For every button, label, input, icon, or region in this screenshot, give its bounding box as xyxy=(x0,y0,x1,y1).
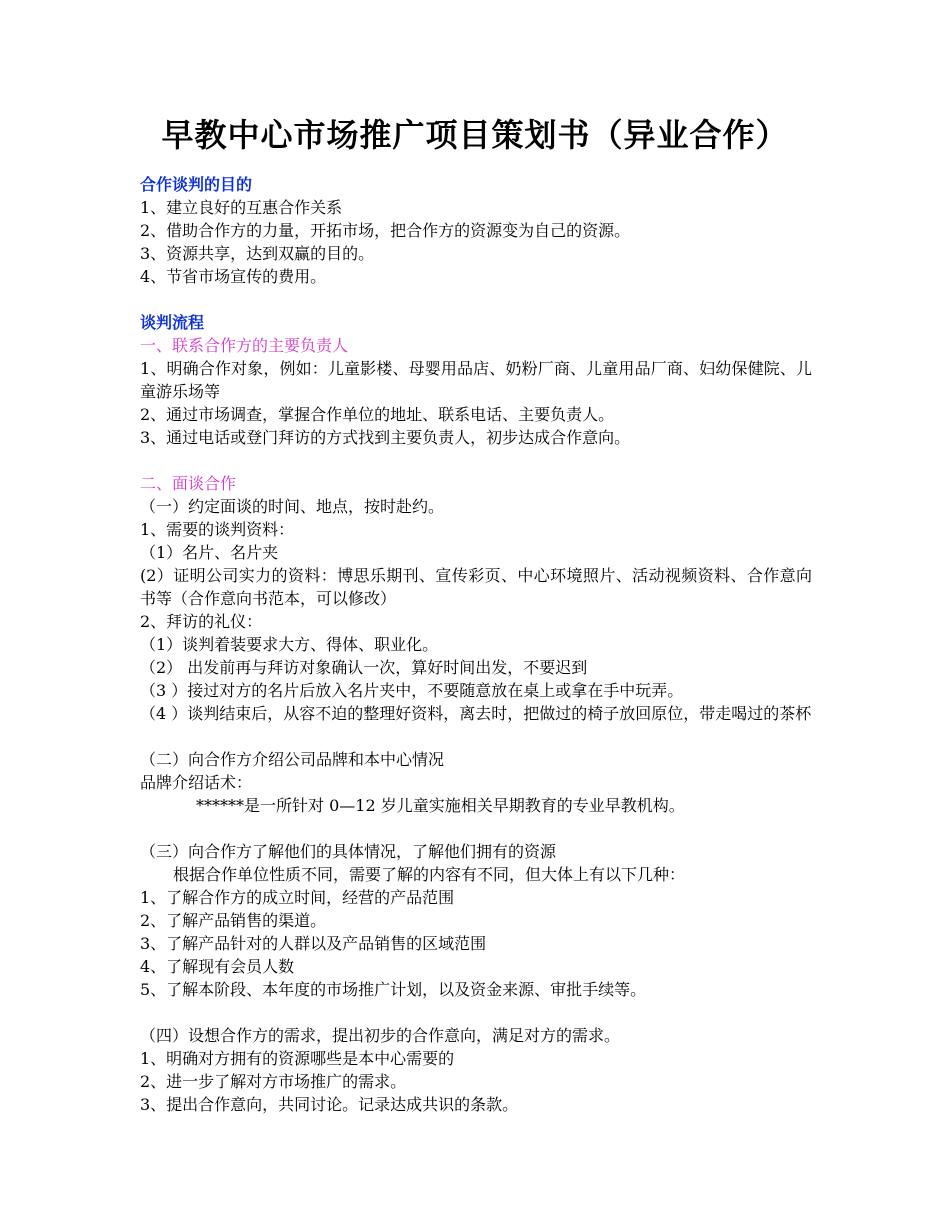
list-item: （2） 出发前再与拜访对象确认一次，算好时间出发，不要迟到 xyxy=(140,658,588,677)
part-heading: （四）设想合作方的需求，提出初步的合作意向，满足对方的需求。 xyxy=(140,1026,621,1045)
part-heading: （一）约定面谈的时间、地点，按时赴约。 xyxy=(140,497,445,516)
spacer xyxy=(140,1001,812,1024)
part-heading: （二）向合作方介绍公司品牌和本中心情况 xyxy=(140,750,445,769)
list-item: （1）名片、名片夹 xyxy=(140,543,279,562)
spacer xyxy=(140,449,812,472)
list-item: （1）谈判着装要求大方、得体、职业化。 xyxy=(140,635,439,654)
document-body xyxy=(140,173,812,1116)
list-item: 1、需要的谈判资料： xyxy=(140,520,295,539)
spacer xyxy=(140,725,812,748)
list-item: 3、提出合作意向，共同讨论。记录达成共识的条款。 xyxy=(140,1095,519,1114)
section-heading-process: 谈判流程 xyxy=(140,313,205,332)
list-item: （4 ）谈判结束后，从容不迫的整理好资料，离去时，把做过的椅子放回原位，带走喝过的茶杯 xyxy=(140,704,812,723)
list-item: 3、了解产品针对的人群以及产品销售的区域范围 xyxy=(140,934,487,953)
list-item: （3 ）接过对方的名片后放入名片夹中，不要随意放在桌上或拿在手中玩弄。 xyxy=(140,681,684,700)
subsection-heading-contact: 一、联系合作方的主要负责人 xyxy=(140,336,349,355)
subsection-heading-meeting: 二、面谈合作 xyxy=(140,474,237,493)
list-item: 2、通过市场调查，掌握合作单位的地址、联系电话、主要负责人。 xyxy=(140,405,615,424)
list-item: 5、了解本阶段、本年度的市场推广计划，以及资金来源、审批手续等。 xyxy=(140,980,647,999)
list-item: 2、拜访的礼仪： xyxy=(140,612,263,631)
list-item: 4、了解现有会员人数 xyxy=(140,957,295,976)
list-item: 2、借助合作方的力量，开拓市场，把合作方的资源变为自己的资源。 xyxy=(140,221,631,240)
list-item: 1、了解合作方的成立时间，经营的产品范围 xyxy=(140,888,455,907)
section-heading-goals: 合作谈判的目的 xyxy=(140,175,253,194)
list-item: 1、明确合作对象，例如：儿童影楼、母婴用品店、奶粉厂商、儿童用品厂商、妇幼保健院、儿童游乐场等 xyxy=(140,359,812,401)
part-heading: （三）向合作方了解他们的具体情况，了解他们拥有的资源 xyxy=(140,842,557,861)
list-item: 3、通过电话或登门拜访的方式找到主要负责人，初步达成合作意向。 xyxy=(140,428,631,447)
list-item: 1、建立良好的互惠合作关系 xyxy=(140,198,343,217)
list-item: 2、进一步了解对方市场推广的需求。 xyxy=(140,1072,407,1091)
list-item: 3、资源共享，达到双赢的目的。 xyxy=(140,244,375,263)
spacer xyxy=(140,817,812,840)
list-item: 1、明确对方拥有的资源哪些是本中心需要的 xyxy=(140,1049,455,1068)
brand-intro-label: 品牌介绍话术： xyxy=(140,773,253,792)
document-title: 早教中心市场推广项目策划书（异业合作） xyxy=(161,116,789,154)
list-item: (2）证明公司实力的资料：博思乐期刊、宣传彩页、中心环境照片、活动视频资料、合作意向书等（合作意向书范本，可以修改） xyxy=(140,566,812,608)
spacer xyxy=(140,288,812,311)
brand-intro-text: ******是一所针对 0—12 岁儿童实施相关早期教育的专业早教机构。 xyxy=(196,796,685,815)
list-item: 2、了解产品销售的渠道。 xyxy=(140,911,327,930)
part-intro: 根据合作单位性质不同，需要了解的内容有不同，但大体上有以下几种： xyxy=(173,865,686,884)
list-item: 4、节省市场宣传的费用。 xyxy=(140,267,327,286)
